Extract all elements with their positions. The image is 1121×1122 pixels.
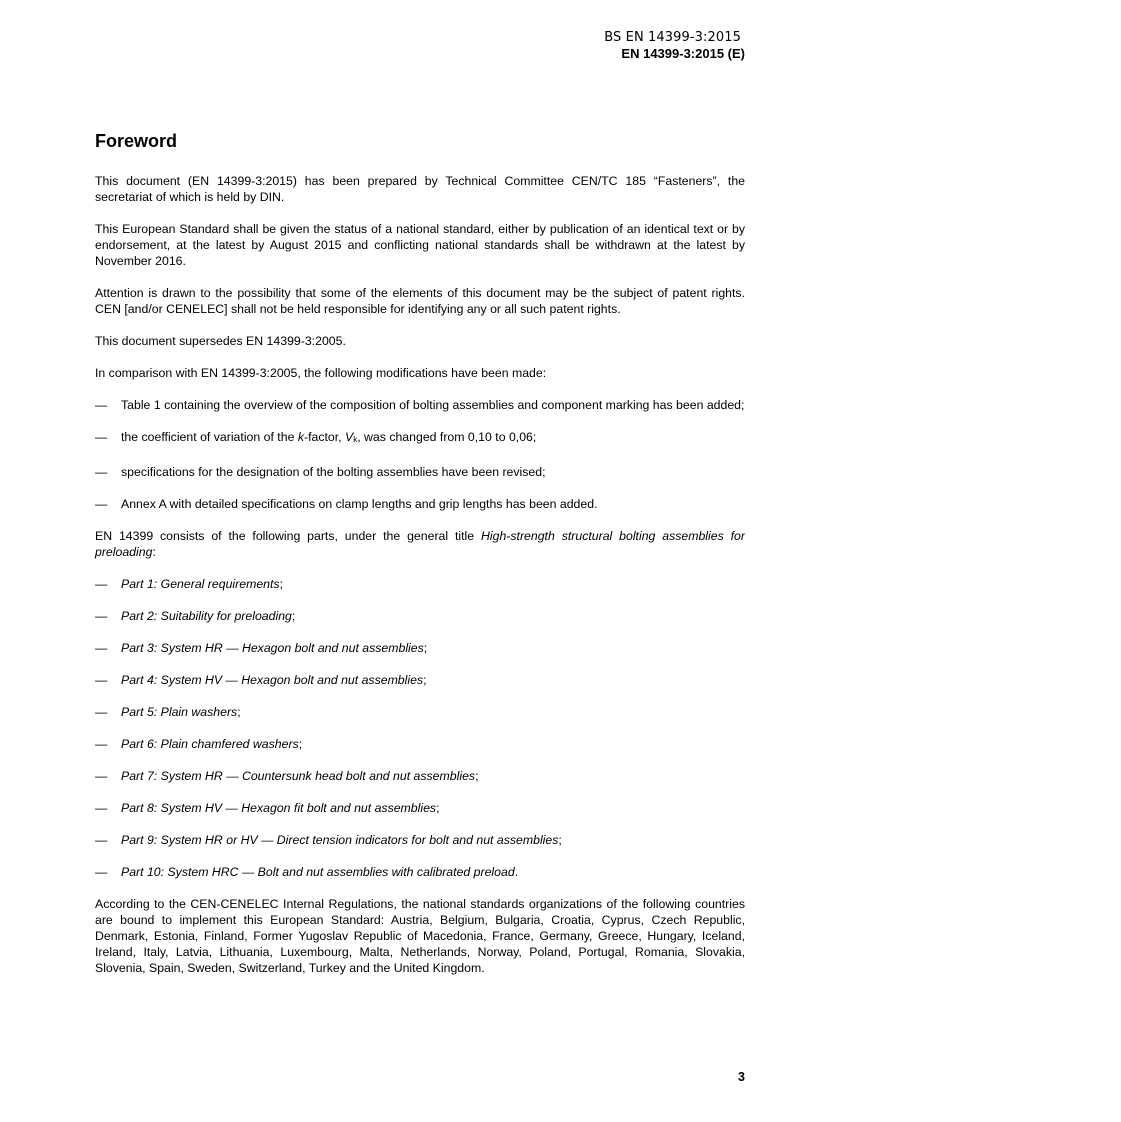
modification-item [95,397,745,413]
parts-intro-end: : [152,545,156,559]
part-end: ; [558,833,562,847]
page-number: 3 [738,1070,745,1084]
paragraph-supersedes: This document supersedes EN 14399-3:2005. [95,334,346,348]
list-dash: — [95,865,108,879]
part-item [95,640,745,656]
part-title: Part 2: Suitability for preloading [121,609,292,623]
list-dash: — [95,577,108,591]
paragraph-cen-regulations: According to the CEN-CENELEC Internal Regulations, the national standards organizations of the following countries are bound to implement this European Standard: Austria, Belgium, Bulgaria, Croatia, Cyprus, Czech Republic, Denmark, Estonia, Finland, Former Yugoslav Republic of Macedonia, France, Germany, Greece, Hungary, Iceland, Ireland, Italy, Latvia, Lithuania, Luxembourg, Malta, Netherlands, Norway, Poland, Portugal, Romania, Slovakia, Slovenia, Spain, Sweden, Switzerland, Turkey and the United Kingdom. [95,897,745,975]
list-dash: — [95,673,108,687]
part-title: Part 10: System HRC — Bolt and nut assemblies with calibrated preload [121,865,515,879]
modification-text: specifications for the designation of the bolting assemblies have been revised; [121,465,546,479]
part-end: ; [475,769,479,783]
part-end: ; [237,705,241,719]
header-standard-bs: BS EN 14399-3:2015 [604,30,741,45]
modification-text: Table 1 containing the overview of the composition of bolting assemblies and component marking has been added; [121,398,745,412]
modification-text-part: -factor, [303,430,345,444]
modification-item [95,496,745,512]
part-end: ; [423,673,427,687]
part-item [95,800,745,816]
part-end: ; [279,577,283,591]
page-header [345,30,745,62]
k-symbol: k [297,430,304,444]
part-title: Part 3: System HR — Hexagon bolt and nut assemblies [121,641,424,655]
part-end: ; [298,737,303,751]
paragraph-patent: Attention is drawn to the possibility that some of the elements of this document may be the subject of patent rights. CEN [and/or CENELEC] shall not be held responsible for identifying any or all such patent rights. [95,286,745,316]
part-title: Part 4: System HV — Hexagon bolt and nut assemblies [121,673,424,687]
part-title: Part 7: System HR — Countersunk head bolt and nut assemblies [121,769,476,783]
part-item [95,576,745,592]
part-title: Part 9: System HR or HV — Direct tension indicators for bolt and nut assemblies [121,833,559,847]
part-title: Part 8: System HV — Hexagon fit bolt and nut assemblies [121,801,437,815]
list-dash: — [95,465,108,479]
modification-text-part: the coefficient of variation of the [121,430,298,444]
list-dash: — [95,705,108,719]
modification-text: Annex A with detailed specifications on clamp lengths and grip lengths has been added. [121,497,598,511]
v-subscript: k [353,435,358,444]
list-dash: — [95,801,108,815]
part-end: ; [291,609,296,623]
header-standard-en: EN 14399-3:2015 (E) [621,46,745,61]
part-item [95,608,745,624]
modification-text [121,429,745,448]
modification-item [95,429,745,448]
part-item [95,704,745,720]
general-title: High-strength structural bolting assemblies for preloading [95,529,745,559]
section-title: Foreword [95,131,178,151]
paragraph-prepared-by: This document (EN 14399-3:2015) has been prepared by Technical Committee CEN/TC 185 “Fasteners”, the secretariat of which is held by DIN. [95,174,745,204]
part-end: . [514,865,519,879]
paragraph-modifications-intro: In comparison with EN 14399-3:2005, the following modifications have been made: [95,366,547,380]
v-symbol: V [345,430,354,444]
list-dash: — [95,641,108,655]
part-title: Part 5: Plain washers [121,705,238,719]
list-dash: — [95,737,108,751]
list-dash: — [95,769,108,783]
modification-text-part: , was changed from 0,10 to 0,06; [357,430,537,444]
part-item [95,832,745,848]
document-page [95,0,745,1122]
list-dash: — [95,833,108,847]
part-item [95,672,745,688]
part-item [95,768,745,784]
list-dash: — [95,398,108,412]
part-item [95,736,745,752]
part-item [95,864,745,880]
foreword-body [95,173,745,992]
part-end: ; [436,801,440,815]
paragraph-status: This European Standard shall be given the status of a national standard, either by publication of an identical text or by endorsement, at the latest by August 2015 and conflicting national standards shall be withdrawn at the latest by November 2016. [95,222,745,268]
part-title: Part 1: General requirements [121,577,280,591]
parts-intro-text: EN 14399 consists of the following parts, under the general title [95,529,481,543]
paragraph-parts-intro [95,528,745,560]
modification-item [95,464,745,480]
list-dash: — [95,497,108,511]
list-dash: — [95,430,108,444]
part-end: ; [423,641,428,655]
part-title: Part 6: Plain chamfered washers [121,737,299,751]
list-dash: — [95,609,108,623]
